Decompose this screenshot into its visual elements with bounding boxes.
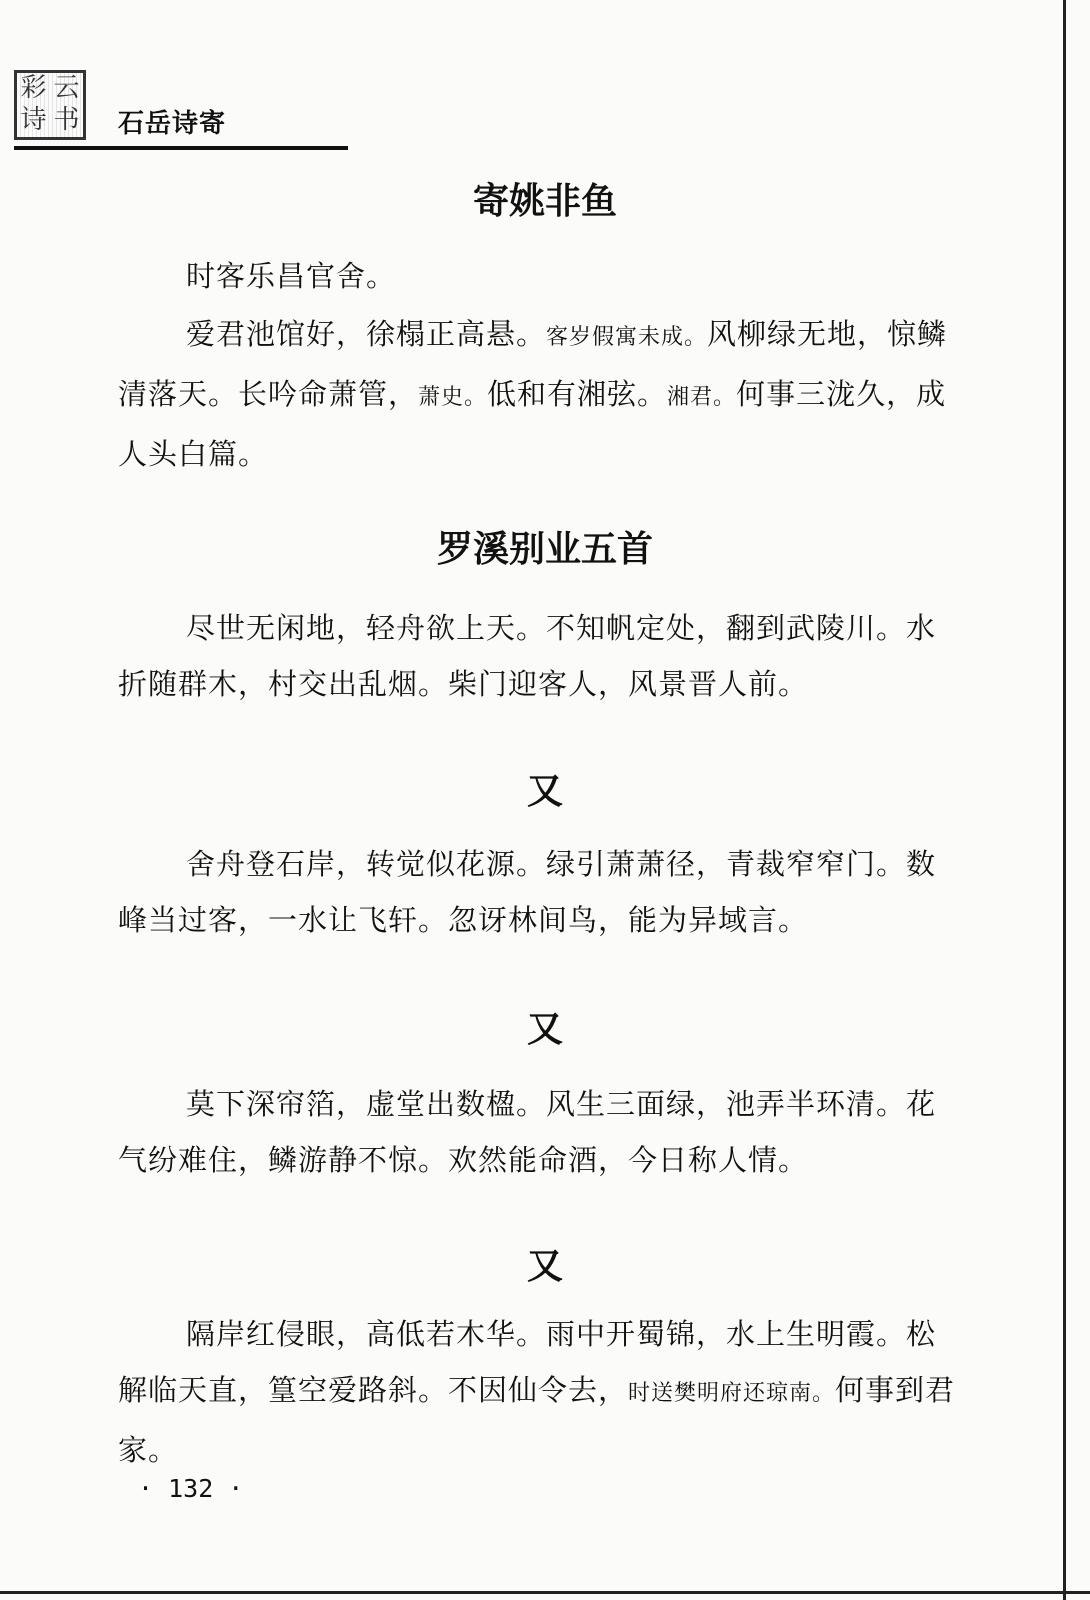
header-rule <box>14 146 348 150</box>
poem-title: 又 <box>526 1246 563 1287</box>
seal-glyph: 诗 <box>20 105 47 135</box>
poem-preface <box>118 248 958 304</box>
poem-body <box>118 306 958 482</box>
annotation-note: 湘君。 <box>667 385 737 410</box>
page-number: · 132 · <box>138 1474 244 1503</box>
verse-text: 风柳绿无地，惊鳞清落天。长吟命萧管， <box>118 317 948 411</box>
verse-text: 低和有湘弦。 <box>487 377 668 411</box>
seal-glyph: 云 <box>53 73 80 103</box>
poem-body <box>118 600 958 712</box>
verse-text: 舍舟登石岸，转觉似花源。绿引萧萧径，青裁窄窄门。数峰当过客，一水让飞轩。忽讶林间鸟，能为异域言。 <box>118 847 937 937</box>
verse-text: 爱君池馆好，徐榻正高悬。 <box>186 317 547 351</box>
verse-text: 何事三泷久，成人头白篇。 <box>118 377 947 471</box>
verse-text: 隔岸红侵眼，高低若木华。雨中开蜀锦，水上生明霞。松解临天直，篁空爱路斜。不因仙令去， <box>118 1317 937 1407</box>
running-header-title: 石岳诗寄 <box>118 109 227 139</box>
poem-body <box>118 1306 958 1478</box>
poem-title: 又 <box>526 1009 563 1050</box>
poem-body <box>118 1076 958 1188</box>
poem-title: 寄姚非鱼 <box>472 181 617 222</box>
poem-title: 又 <box>526 771 563 812</box>
annotation-note: 时送樊明府还琼南。 <box>628 1381 836 1406</box>
verse-text: 莫下深帘箔，虚堂出数楹。风生三面绿，池弄半环清。花气纷难住，鳞游静不惊。欢然能命酒，今日称人情。 <box>118 1087 937 1177</box>
poem-title: 罗溪别业五首 <box>436 529 653 570</box>
preface-text: 时客乐昌官舍。 <box>186 259 397 293</box>
seal-glyph: 书 <box>53 105 80 135</box>
verse-text: 尽世无闲地，轻舟欲上天。不知帆定处，翻到武陵川。水折随群木，村交出乱烟。柴门迎客人，风景晋人前。 <box>118 611 937 701</box>
annotation-note: 萧史。 <box>418 385 488 410</box>
annotation-note: 客岁假寓未成。 <box>546 325 708 350</box>
verse-text: 何事到君家。 <box>118 1373 956 1467</box>
page-bottom-edge <box>0 1591 1090 1594</box>
poem-body <box>118 836 958 948</box>
seal-stamp-logo <box>14 70 86 140</box>
seal-glyph: 彩 <box>20 73 47 103</box>
